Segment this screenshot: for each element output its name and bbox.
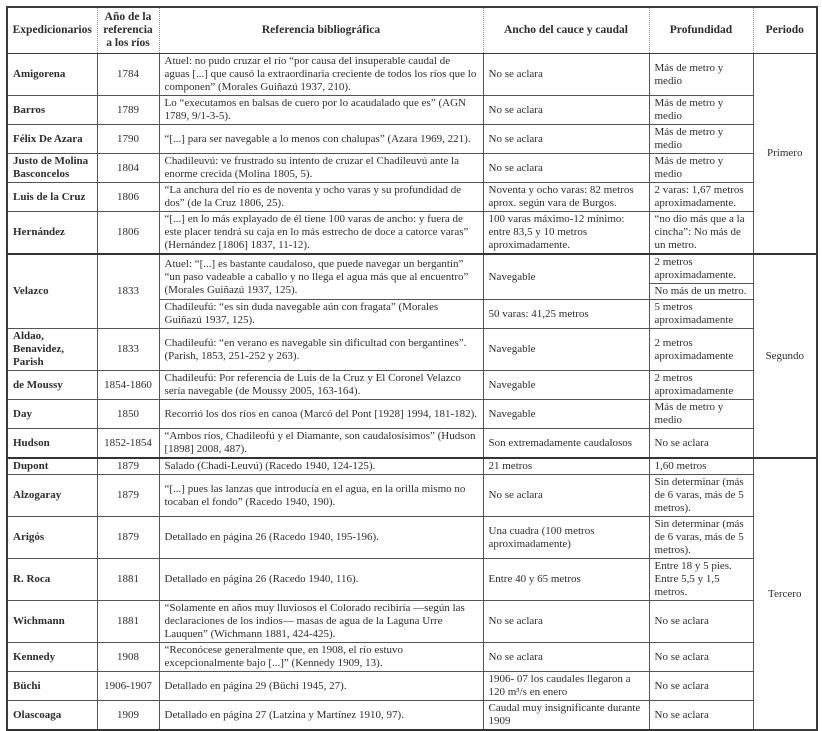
cell-reference: Chadileuvú: ve frustrado su intento de cruzar el Chadileuvú ante la enorme crecida (Molina 1805, 5). xyxy=(159,154,483,183)
cell-expeditionary: Barros xyxy=(7,96,97,125)
cell-expeditionary: Hernández xyxy=(7,212,97,255)
cell-expeditionary: R. Roca xyxy=(7,559,97,601)
cell-reference: Detallado en página 26 (Racedo 1940, 116). xyxy=(159,559,483,601)
cell-year: 1806 xyxy=(97,183,159,212)
table-row xyxy=(7,371,817,400)
cell-depth: 5 metros aproximadamente xyxy=(649,300,753,329)
cell-width-flow: Entre 40 y 65 metros xyxy=(483,559,649,601)
cell-expeditionary: Velazco xyxy=(7,254,97,329)
cell-depth: Más de metro y medio xyxy=(649,400,753,429)
cell-year: 1908 xyxy=(97,643,159,672)
table-row xyxy=(7,672,817,701)
cell-year: 1833 xyxy=(97,329,159,371)
table-row xyxy=(7,183,817,212)
table-row xyxy=(7,517,817,559)
col-header-profundidad: Profundidad xyxy=(649,7,753,54)
cell-reference: Atuel: “[...] es bastante caudaloso, que puede navegar un bergantín” “un paso vadeable a caballo y no llega el agua más que al encuentro” (Morales Guiñazú 1937, 125). xyxy=(159,254,483,300)
cell-reference: “Solamente en años muy lluviosos el Colorado recibiría —según las declaraciones de los indios— masas de agua de la Laguna Urre Lauquen” (Wichmann 1881, 424-425). xyxy=(159,601,483,643)
cell-width-flow: 1906- 07 los caudales llegaron a 120 m³/s en enero xyxy=(483,672,649,701)
cell-expeditionary: Olascoaga xyxy=(7,701,97,731)
table-row xyxy=(7,601,817,643)
table-row xyxy=(7,429,817,459)
cell-expeditionary: Wichmann xyxy=(7,601,97,643)
cell-expeditionary: Arigós xyxy=(7,517,97,559)
cell-reference: Recorrió los dos ríos en canoa (Marcó del Pont [1928] 1994, 181-182). xyxy=(159,400,483,429)
cell-year: 1850 xyxy=(97,400,159,429)
cell-expeditionary: Day xyxy=(7,400,97,429)
cell-depth: 2 varas: 1,67 metros aproximadamente. xyxy=(649,183,753,212)
cell-year: 1789 xyxy=(97,96,159,125)
cell-expeditionary: Alzogaray xyxy=(7,475,97,517)
cell-period-primero: Primero xyxy=(753,54,817,255)
cell-depth: No se aclara xyxy=(649,643,753,672)
cell-reference: Chadileufú: “es sin duda navegable aún con fragata” (Morales Guiñazú 1937, 125). xyxy=(159,300,483,329)
cell-year: 1790 xyxy=(97,125,159,154)
cell-reference: Detallado en página 29 (Büchi 1945, 27). xyxy=(159,672,483,701)
cell-width-flow: No se aclara xyxy=(483,643,649,672)
cell-expeditionary: Aldao, Benavidez, Parish xyxy=(7,329,97,371)
cell-year: 1879 xyxy=(97,475,159,517)
col-header-ancho: Ancho del cauce y caudal xyxy=(483,7,649,54)
cell-depth: Sin determinar (más de 6 varas, más de 5 metros). xyxy=(649,517,753,559)
cell-year: 1879 xyxy=(97,517,159,559)
cell-expeditionary: Justo de Molina Basconcelos xyxy=(7,154,97,183)
cell-depth: No se aclara xyxy=(649,601,753,643)
cell-year: 1909 xyxy=(97,701,159,731)
expeditions-table xyxy=(6,6,818,731)
cell-reference: Atuel: no pudo cruzar el río “por causa del insuperable caudal de aguas [...] que causó la extraordinaria creciente de todos los ríos que lo componen” (Morales Guiñazú 1937, 210). xyxy=(159,54,483,96)
table-row xyxy=(7,643,817,672)
cell-year: 1879 xyxy=(97,458,159,475)
table-row xyxy=(7,475,817,517)
cell-depth: 2 metros aproximadamente xyxy=(649,371,753,400)
table-row xyxy=(7,96,817,125)
cell-year: 1881 xyxy=(97,559,159,601)
cell-depth: Más de metro y medio xyxy=(649,154,753,183)
cell-width-flow: No se aclara xyxy=(483,96,649,125)
cell-width-flow: 21 metros xyxy=(483,458,649,475)
table-row xyxy=(7,54,817,96)
cell-depth: Sin determinar (más de 6 varas, más de 5 metros). xyxy=(649,475,753,517)
cell-year: 1806 xyxy=(97,212,159,255)
col-header-anio: Año de la referencia a los ríos xyxy=(97,7,159,54)
cell-expeditionary: Hudson xyxy=(7,429,97,459)
cell-reference: Detallado en página 26 (Racedo 1940, 195-196). xyxy=(159,517,483,559)
cell-year: 1906-1907 xyxy=(97,672,159,701)
col-header-expedicionarios: Expedicionarios xyxy=(7,7,97,54)
cell-reference: “[...] pues las lanzas que introducía en el agua, en la orilla mismo no tocaban el fondo” (Racedo 1940, 190). xyxy=(159,475,483,517)
cell-reference: “[...] para ser navegable a lo menos con chalupas” (Azara 1969, 221). xyxy=(159,125,483,154)
cell-reference: “La anchura del río es de noventa y ocho varas y su profundidad de dos” (de la Cruz 1806, 25). xyxy=(159,183,483,212)
cell-reference: “[...] en lo más explayado de él tiene 100 varas de ancho: y fuera de este placer tendrá su caja en lo más estrecho de doce a catorce varas” (Hernández [1806] 1837, 11-12). xyxy=(159,212,483,255)
cell-width-flow: Caudal muy insignificante durante 1909 xyxy=(483,701,649,731)
cell-depth: “no dio más que a la cincha”: No más de un metro. xyxy=(649,212,753,255)
cell-depth: 2 metros aproximadamente xyxy=(649,329,753,371)
table-row xyxy=(7,329,817,371)
cell-year: 1804 xyxy=(97,154,159,183)
cell-depth: No se aclara xyxy=(649,429,753,459)
cell-expeditionary: Félix De Azara xyxy=(7,125,97,154)
cell-width-flow: Navegable xyxy=(483,329,649,371)
cell-width-flow: Navegable xyxy=(483,371,649,400)
col-header-periodo: Periodo xyxy=(753,7,817,54)
table-row xyxy=(7,154,817,183)
cell-depth: Más de metro y medio xyxy=(649,54,753,96)
table-row xyxy=(7,701,817,731)
cell-year: 1881 xyxy=(97,601,159,643)
cell-width-flow: No se aclara xyxy=(483,54,649,96)
table-row xyxy=(7,559,817,601)
cell-expeditionary: Dupont xyxy=(7,458,97,475)
cell-year: 1852-1854 xyxy=(97,429,159,459)
cell-reference: Chadileufú: Por referencia de Luis de la Cruz y El Coronel Velazco sería navegable (de Moussy 2005, 163-164). xyxy=(159,371,483,400)
table-row xyxy=(7,212,817,255)
cell-width-flow: No se aclara xyxy=(483,601,649,643)
table-row xyxy=(7,400,817,429)
cell-depth: No más de un metro. xyxy=(649,284,753,300)
cell-width-flow: 50 varas: 41,25 metros xyxy=(483,300,649,329)
cell-reference: Salado (Chadi-Leuvú) (Racedo 1940, 124-125). xyxy=(159,458,483,475)
cell-width-flow: 100 varas máximo-12 mínimo: entre 83,5 y 10 metros aproximadamente. xyxy=(483,212,649,255)
col-header-referencia: Referencia bibliográfica xyxy=(159,7,483,54)
cell-depth: Más de metro y medio xyxy=(649,125,753,154)
cell-depth: No se aclara xyxy=(649,672,753,701)
cell-reference: “Ambos ríos, Chadileofú y el Diamante, son caudalosísimos” (Hudson [1898] 2008, 487). xyxy=(159,429,483,459)
cell-width-flow: Una cuadra (100 metros aproximadamente) xyxy=(483,517,649,559)
cell-width-flow: No se aclara xyxy=(483,125,649,154)
cell-reference: Chadileufú: “en verano es navegable sin dificultad con bergantines”. (Parish, 1853, 251-252 y 263). xyxy=(159,329,483,371)
cell-period-tercero: Tercero xyxy=(753,458,817,730)
cell-expeditionary: Büchi xyxy=(7,672,97,701)
cell-expeditionary: Luis de la Cruz xyxy=(7,183,97,212)
cell-depth: No se aclara xyxy=(649,701,753,731)
cell-width-flow: No se aclara xyxy=(483,154,649,183)
cell-reference: “Reconócese generalmente que, en 1908, el río estuvo excepcionalmente bajo [...]” (Kennedy 1909, 13). xyxy=(159,643,483,672)
cell-expeditionary: Amigorena xyxy=(7,54,97,96)
cell-depth: Más de metro y medio xyxy=(649,96,753,125)
cell-expeditionary: Kennedy xyxy=(7,643,97,672)
header-row xyxy=(7,7,817,54)
cell-width-flow: Navegable xyxy=(483,400,649,429)
cell-depth: 2 metros aproximadamente. xyxy=(649,254,753,284)
cell-reference: Detallado en página 27 (Latzina y Martínez 1910, 97). xyxy=(159,701,483,731)
cell-width-flow: No se aclara xyxy=(483,475,649,517)
table-row xyxy=(7,254,817,284)
cell-year: 1854-1860 xyxy=(97,371,159,400)
table-row xyxy=(7,458,817,475)
cell-depth: 1,60 metros xyxy=(649,458,753,475)
cell-width-flow: Noventa y ocho varas: 82 metros aprox. según vara de Burgos. xyxy=(483,183,649,212)
cell-width-flow: Son extremadamente caudalosos xyxy=(483,429,649,459)
cell-width-flow: Navegable xyxy=(483,254,649,300)
cell-year: 1784 xyxy=(97,54,159,96)
cell-period-segundo: Segundo xyxy=(753,254,817,458)
cell-expeditionary: de Moussy xyxy=(7,371,97,400)
cell-year: 1833 xyxy=(97,254,159,329)
table-row xyxy=(7,125,817,154)
cell-depth: Entre 18 y 5 pies. Entre 5,5 y 1,5 metros. xyxy=(649,559,753,601)
cell-reference: Lo “executamos en balsas de cuero por lo acaudalado que es” (AGN 1789, 9/1-3-5). xyxy=(159,96,483,125)
